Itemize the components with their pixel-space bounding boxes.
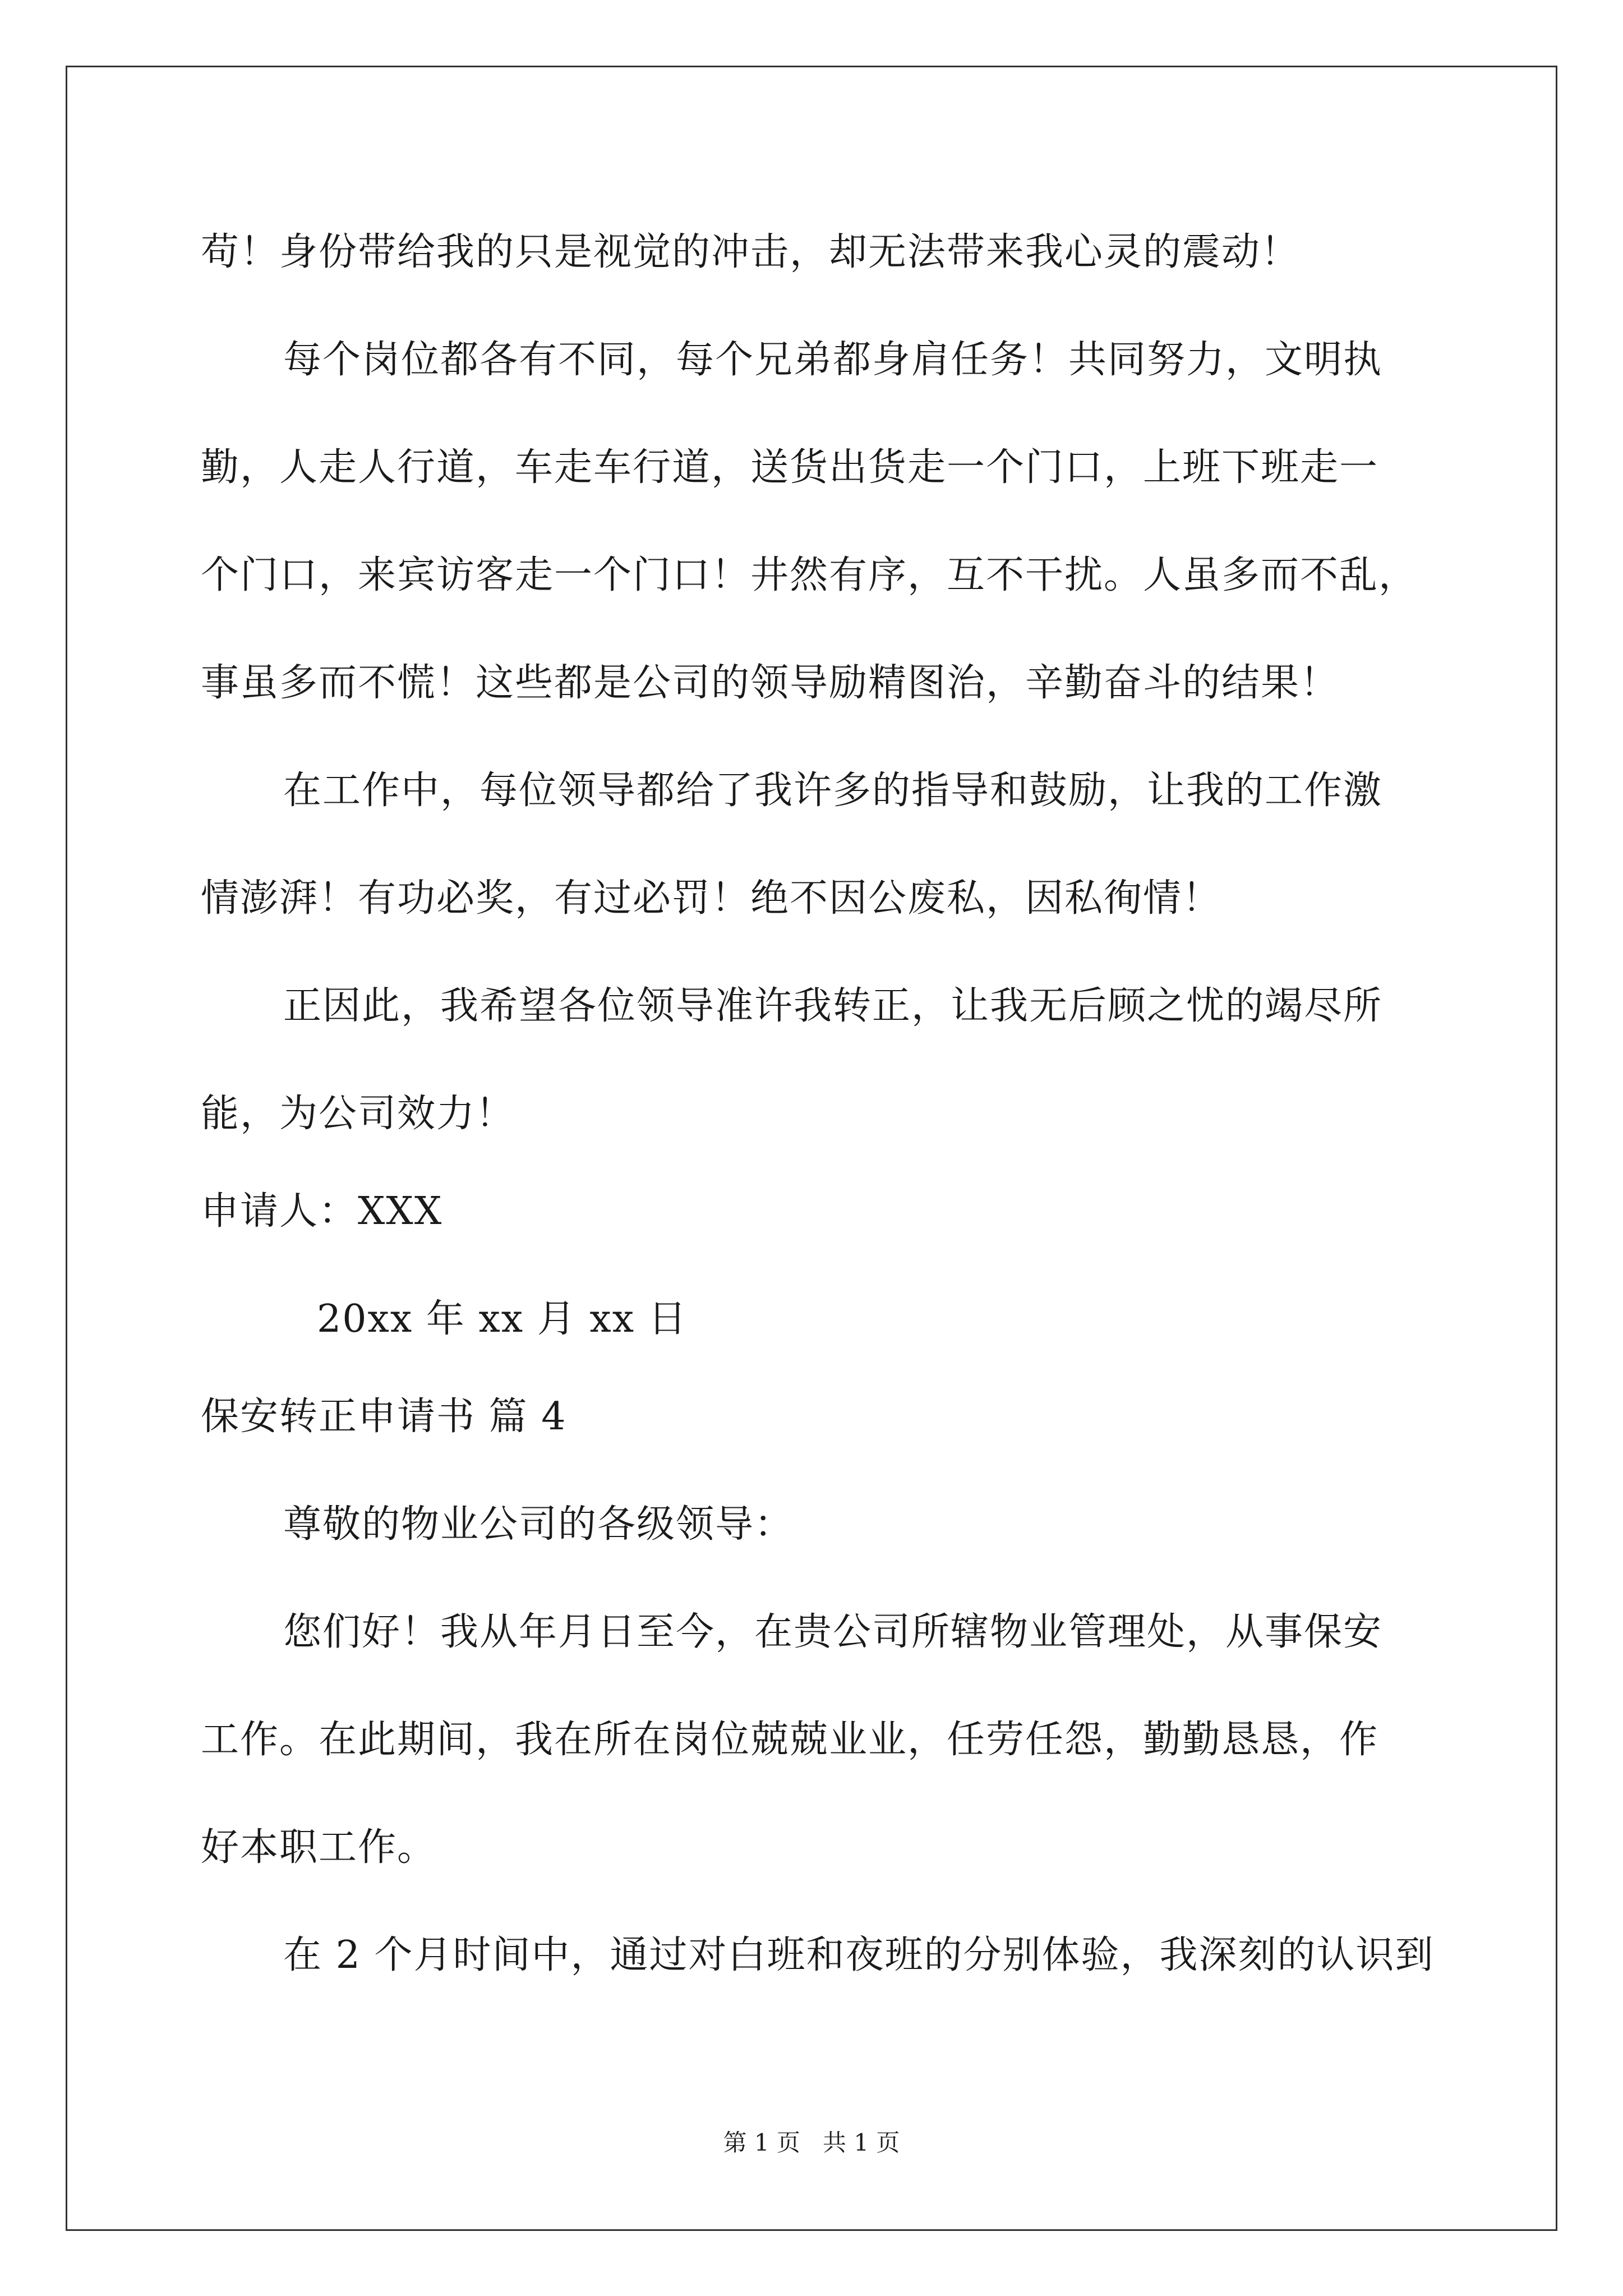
body-line: 正因此，我希望各位领导准许我转正，让我无后顾之忧的竭尽所 bbox=[283, 984, 1383, 1028]
page-total: 共 1 页 bbox=[823, 2129, 900, 2156]
page-number: 第 1 页 bbox=[723, 2129, 800, 2156]
body-line: 勤，人走人行道，车走车行道，送货出货走一个门口，上班下班走一 bbox=[201, 445, 1379, 490]
body-line: 苟！身份带给我的只是视觉的冲击，却无法带来我心灵的震动！ bbox=[201, 230, 1301, 274]
body-line: 好本职工作。 bbox=[201, 1825, 437, 1870]
section-title: 保安转正申请书 篇 4 bbox=[201, 1395, 567, 1439]
body-line: 在工作中，每位领导都给了我许多的指导和鼓励，让我的工作激 bbox=[283, 769, 1383, 813]
body-line: 事虽多而不慌！这些都是公司的领导励精图治，辛勤奋斗的结果！ bbox=[201, 661, 1340, 705]
body-line: 能，为公司效力！ bbox=[201, 1092, 515, 1136]
salutation: 尊敬的物业公司的各级领导： bbox=[283, 1502, 794, 1547]
body-line: 情澎湃！有功必奖，有过必罚！绝不因公废私，因私徇情！ bbox=[201, 876, 1222, 921]
applicant-line: 申请人：XXX bbox=[201, 1189, 443, 1234]
date-line: 20xx 年 xx 月 xx 日 bbox=[317, 1297, 688, 1341]
body-line: 每个岗位都各有不同，每个兄弟都身肩任务！共同努力，文明执 bbox=[283, 338, 1383, 382]
body-line: 工作。在此期间，我在所在岗位兢兢业业，任劳任怨，勤勤恳恳，作 bbox=[201, 1718, 1379, 1762]
body-line: 个门口，来宾访客走一个门口！井然有序，互不干扰。人虽多而不乱， bbox=[201, 553, 1418, 597]
body-line: 您们好！我从年月日至今，在贵公司所辖物业管理处，从事保安 bbox=[283, 1610, 1383, 1654]
body-line: 在 2 个月时间中，通过对白班和夜班的分别体验，我深刻的认识到 bbox=[283, 1933, 1435, 1977]
page-border bbox=[66, 66, 1557, 2231]
page-footer bbox=[0, 2129, 1623, 2157]
